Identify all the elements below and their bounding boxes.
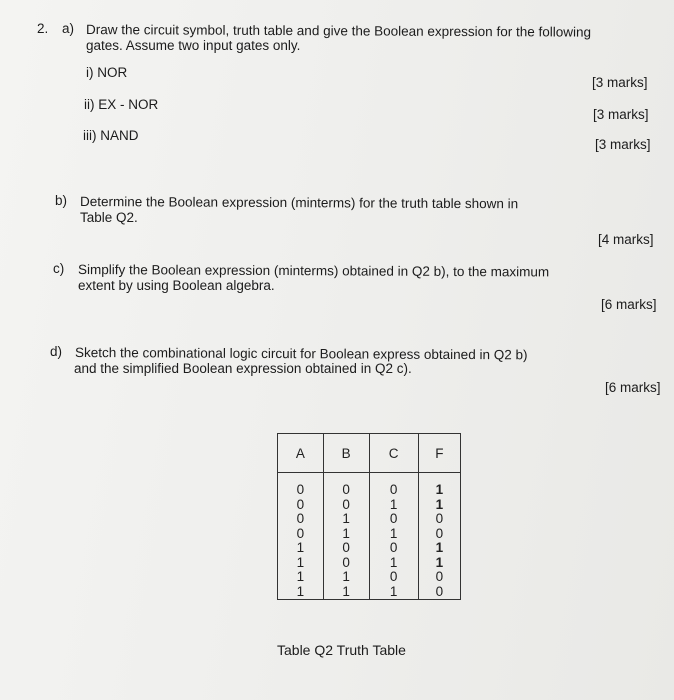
- cell-b: 1: [323, 570, 369, 585]
- table-row: [278, 585, 461, 600]
- cell-b: 1: [323, 585, 369, 600]
- cell-a: 0: [278, 512, 324, 527]
- cell-f: 0: [418, 585, 460, 600]
- truth-table-q2: [277, 433, 461, 600]
- part-a-item-2-marks: [3 marks]: [593, 107, 649, 122]
- part-a-text-line2: gates. Assume two input gates only.: [86, 38, 301, 53]
- cell-c: 0: [369, 570, 418, 585]
- part-a-label: a): [62, 21, 75, 36]
- part-d-label: d): [50, 344, 63, 359]
- cell-b: 1: [323, 512, 369, 527]
- part-b-marks: [4 marks]: [598, 232, 654, 247]
- cell-a: 0: [278, 498, 324, 513]
- table-row: [278, 527, 461, 542]
- part-c-marks: [6 marks]: [601, 297, 657, 312]
- cell-a: 1: [278, 570, 324, 585]
- cell-b: 0: [323, 498, 369, 513]
- part-a-item-1-label: i) NOR: [86, 65, 128, 80]
- table-row: [278, 556, 461, 571]
- cell-f: 0: [418, 527, 460, 542]
- cell-c: 1: [369, 556, 418, 571]
- column-header-a: A: [278, 434, 324, 473]
- cell-c: 1: [369, 527, 418, 542]
- cell-c: 1: [369, 498, 418, 513]
- cell-b: 1: [323, 527, 369, 542]
- cell-a: 1: [278, 585, 324, 600]
- column-header-b: B: [323, 434, 369, 473]
- cell-f: 1: [418, 498, 460, 513]
- cell-b: 0: [323, 556, 369, 571]
- truth-table-header-row: [278, 434, 461, 473]
- question-number: 2.: [37, 21, 49, 36]
- cell-f: 1: [418, 556, 460, 571]
- table-row: [278, 570, 461, 585]
- part-d-text-line2: and the simplified Boolean expression obtained in Q2 c).: [74, 361, 412, 376]
- part-b-text-line2: Table Q2.: [80, 210, 138, 225]
- cell-c: 0: [369, 512, 418, 527]
- part-a-item-1-marks: [3 marks]: [592, 75, 648, 90]
- table-caption: Table Q2 Truth Table: [277, 642, 406, 658]
- part-b-text-line1: Determine the Boolean expression (minterms) for the truth table shown in: [79, 194, 519, 212]
- cell-c: 1: [369, 585, 418, 600]
- part-a-item-3-label: iii) NAND: [83, 128, 139, 143]
- cell-c: 0: [369, 541, 418, 556]
- part-c-text-line1: Simplify the Boolean expression (minterms) obtained in Q2 b), to the maximum: [77, 262, 550, 280]
- part-a-text-line1: Draw the circuit symbol, truth table and give the Boolean expression for the following: [85, 22, 592, 40]
- part-a-item-3-marks: [3 marks]: [595, 137, 651, 152]
- table-row: [278, 483, 461, 498]
- cell-a: 0: [278, 527, 324, 542]
- table-spacer: [278, 473, 461, 484]
- part-d-marks: [6 marks]: [605, 380, 661, 395]
- cell-a: 1: [278, 541, 324, 556]
- part-c-label: c): [53, 261, 65, 276]
- table-row: [278, 498, 461, 513]
- cell-c: 0: [369, 483, 418, 498]
- part-b-label: b): [55, 193, 68, 208]
- cell-a: 1: [278, 556, 324, 571]
- part-c-text-line2: extent by using Boolean algebra.: [78, 278, 275, 293]
- cell-f: 0: [418, 512, 460, 527]
- column-header-f: F: [418, 434, 460, 473]
- cell-f: 1: [418, 541, 460, 556]
- column-header-c: C: [369, 434, 418, 473]
- cell-f: 1: [418, 483, 460, 498]
- cell-f: 0: [418, 570, 460, 585]
- part-a-item-2-label: ii) EX - NOR: [84, 97, 159, 112]
- cell-b: 0: [323, 483, 369, 498]
- table-row: [278, 541, 461, 556]
- cell-a: 0: [278, 483, 324, 498]
- part-d-text-line1: Sketch the combinational logic circuit for Boolean express obtained in Q2 b): [74, 345, 528, 363]
- table-row: [278, 512, 461, 527]
- cell-b: 0: [323, 541, 369, 556]
